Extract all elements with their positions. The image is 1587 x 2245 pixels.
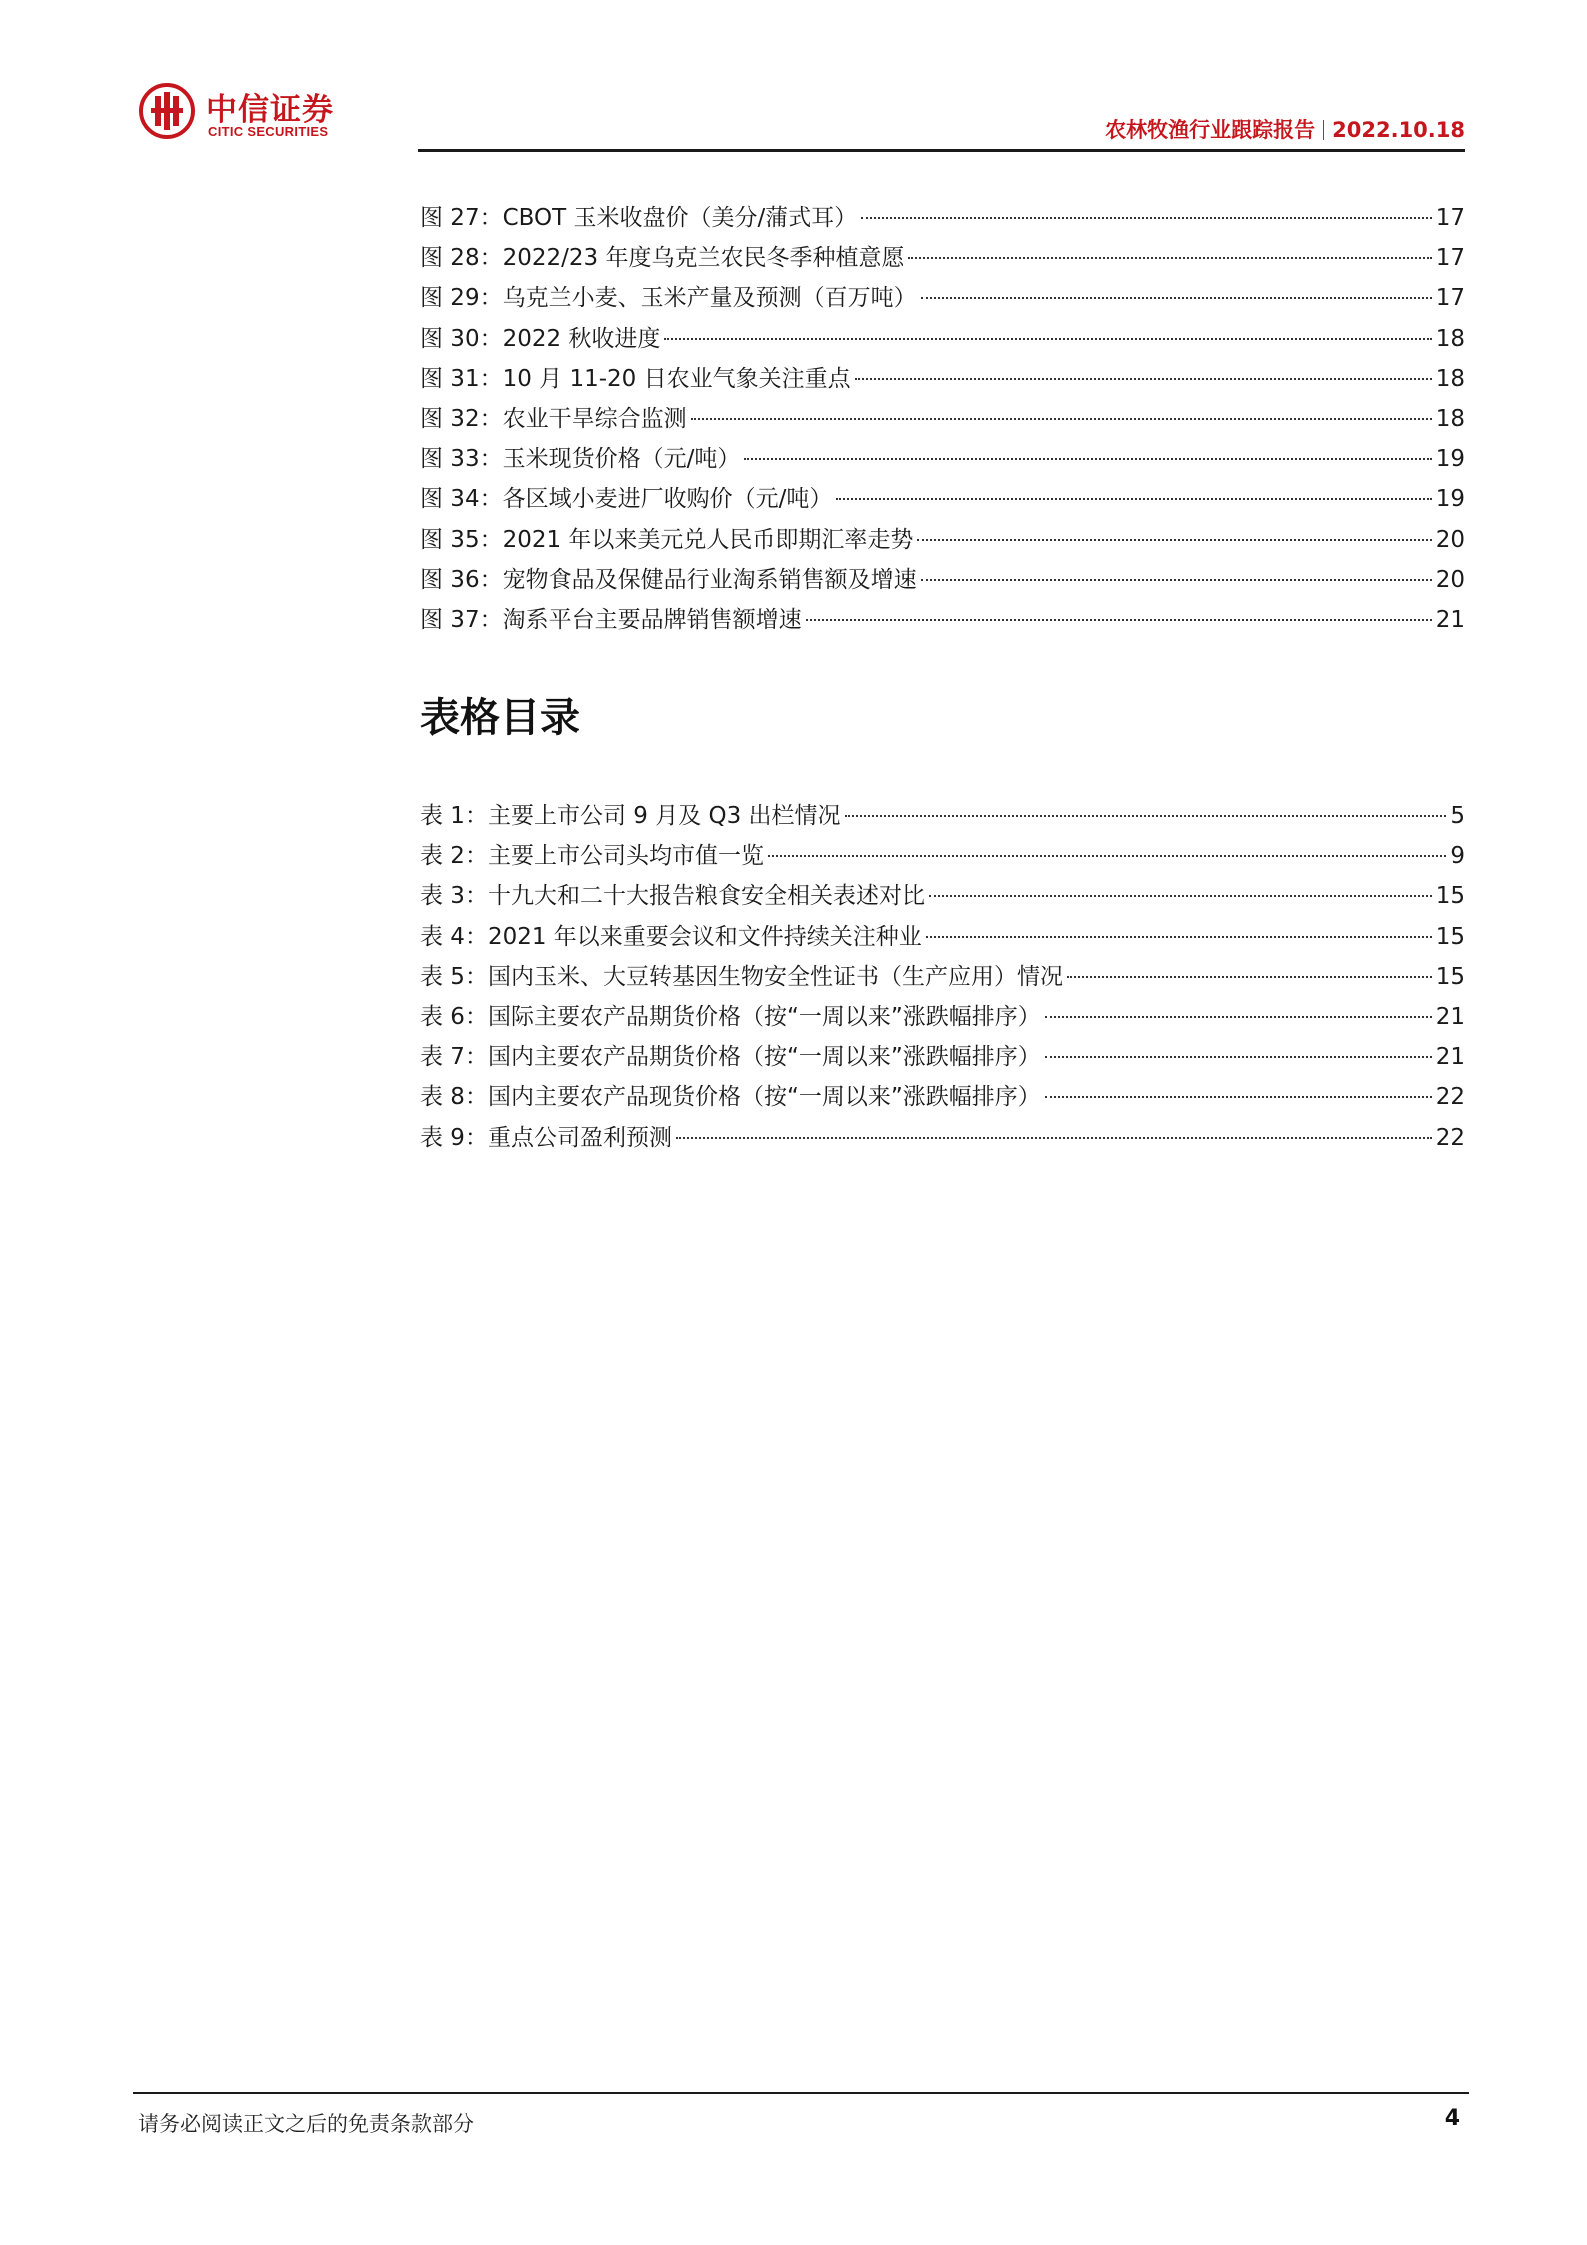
table-toc-item[interactable] [420,876,1465,916]
figure-toc-item-label: 图 35：2021 年以来美元兑人民币即期汇率走势 [420,526,914,553]
table-toc-list [420,796,1465,1158]
figure-toc-item[interactable] [420,319,1465,359]
figure-toc-item-label: 图 30：2022 秋收进度 [420,325,661,352]
tables-section-title: 表格目录 [420,695,580,741]
dot-leader [1045,1056,1432,1058]
figure-toc-item-page: 17 [1435,205,1465,231]
dot-leader [926,936,1432,938]
dot-leader [921,579,1432,581]
figure-toc-item[interactable] [420,278,1465,318]
figure-toc-item-label: 图 34：各区域小麦进厂收购价（元/吨） [420,486,833,513]
figure-toc-item[interactable] [420,399,1465,439]
logo-text-en: CITIC SECURITIES [208,124,329,139]
table-toc-item[interactable] [420,997,1465,1037]
dot-leader [836,498,1431,500]
table-toc-item-page: 15 [1435,883,1465,910]
company-logo [138,82,398,144]
dot-leader [1067,976,1432,978]
dot-leader [676,1137,1432,1139]
report-title: 农林牧渔行业跟踪报告 [1105,118,1316,142]
figure-toc-item[interactable] [420,520,1465,560]
table-toc-item-page: 22 [1435,1084,1465,1111]
figure-toc-item-label: 图 28：2022/23 年度乌克兰农民冬季种植意愿 [420,245,905,272]
figure-toc-item-page: 20 [1435,566,1465,593]
dot-leader [806,619,1432,621]
header-divider [1323,120,1324,140]
figure-toc-item[interactable] [420,600,1465,640]
dot-leader [691,418,1432,420]
table-toc-item-label: 表 2：主要上市公司头均市值一览 [420,843,764,870]
figure-toc-item[interactable] [420,439,1465,479]
figure-toc-item-label: 图 32：农业干旱综合监测 [420,405,687,432]
dot-leader [908,257,1431,259]
citic-logo-icon [138,82,196,140]
page-number: 4 [1444,2106,1460,2131]
figure-toc-item-page: 17 [1435,285,1465,312]
table-toc-item[interactable] [420,957,1465,997]
figure-toc-item-label: 图 31：10 月 11-20 日农业气象关注重点 [420,365,851,392]
figure-toc-item-page: 19 [1435,486,1465,513]
figure-toc-item[interactable] [420,198,1465,238]
table-toc-item[interactable] [420,1118,1465,1158]
table-toc-item-label: 表 8：国内主要农产品现货价格（按“一周以来”涨跌幅排序） [420,1084,1041,1111]
dot-leader [744,458,1431,460]
footer-rule [133,2092,1469,2094]
dot-leader [861,217,1431,219]
figure-toc-item[interactable] [420,560,1465,600]
table-toc-item-page: 15 [1435,963,1465,990]
table-toc-item-label: 表 7：国内主要农产品期货价格（按“一周以来”涨跌幅排序） [420,1044,1041,1071]
figure-toc-item[interactable] [420,359,1465,399]
dot-leader [768,855,1446,857]
figure-toc-item-page: 18 [1435,365,1465,392]
figure-toc-item-page: 19 [1435,446,1465,473]
dot-leader [917,539,1431,541]
table-toc-item-label: 表 1：主要上市公司 9 月及 Q3 出栏情况 [420,803,841,829]
report-header [1105,114,1465,144]
table-toc-item-page: 22 [1435,1124,1465,1151]
figure-toc-item-label: 图 36：宠物食品及保健品行业淘系销售额及增速 [420,566,917,593]
table-toc-item-page: 21 [1435,1003,1465,1030]
table-toc-item[interactable] [420,796,1465,836]
table-toc-item-label: 表 3：十九大和二十大报告粮食安全相关表述对比 [420,883,925,910]
figure-toc-item-page: 17 [1435,245,1465,272]
table-toc-item-label: 表 4：2021 年以来重要会议和文件持续关注种业 [420,923,922,950]
table-toc-item-label: 表 5：国内玉米、大豆转基因生物安全性证书（生产应用）情况 [420,963,1063,990]
dot-leader [929,895,1432,897]
table-toc-item-page: 15 [1435,923,1465,950]
figure-toc-item-page: 20 [1435,526,1465,553]
footer-disclaimer: 请务必阅读正文之后的免责条款部分 [138,2112,474,2136]
table-toc-item[interactable] [420,836,1465,876]
dot-leader [921,297,1432,299]
figure-toc-item-page: 18 [1435,405,1465,432]
table-toc-item[interactable] [420,1037,1465,1077]
figure-toc-item-label: 图 29：乌克兰小麦、玉米产量及预测（百万吨） [420,285,917,312]
dot-leader [664,338,1431,340]
table-toc-item-page: 9 [1450,843,1465,870]
figure-toc-item-label: 图 37：淘系平台主要品牌销售额增速 [420,606,802,633]
figure-toc-item-label: 图 27：CBOT 玉米收盘价（美分/蒲式耳） [420,205,858,231]
logo-text-cn: 中信证券 [206,92,334,128]
header-rule [418,149,1465,152]
table-toc-item-label: 表 9：重点公司盈利预测 [420,1124,672,1151]
figure-toc-list [420,198,1465,640]
dot-leader [1045,1016,1432,1018]
figure-toc-item-label: 图 33：玉米现货价格（元/吨） [420,446,741,473]
table-toc-item[interactable] [420,1077,1465,1117]
report-date: 2022.10.18 [1332,118,1465,142]
figure-toc-item[interactable] [420,238,1465,278]
figure-toc-item-page: 18 [1435,325,1465,352]
table-toc-item-page: 21 [1435,1044,1465,1071]
figure-toc-item-page: 21 [1435,606,1465,633]
table-toc-item[interactable] [420,917,1465,957]
table-toc-item-label: 表 6：国际主要农产品期货价格（按“一周以来”涨跌幅排序） [420,1003,1041,1030]
dot-leader [845,815,1447,817]
dot-leader [855,378,1432,380]
table-toc-item-page: 5 [1450,803,1465,829]
dot-leader [1045,1096,1432,1098]
figure-toc-item[interactable] [420,479,1465,519]
